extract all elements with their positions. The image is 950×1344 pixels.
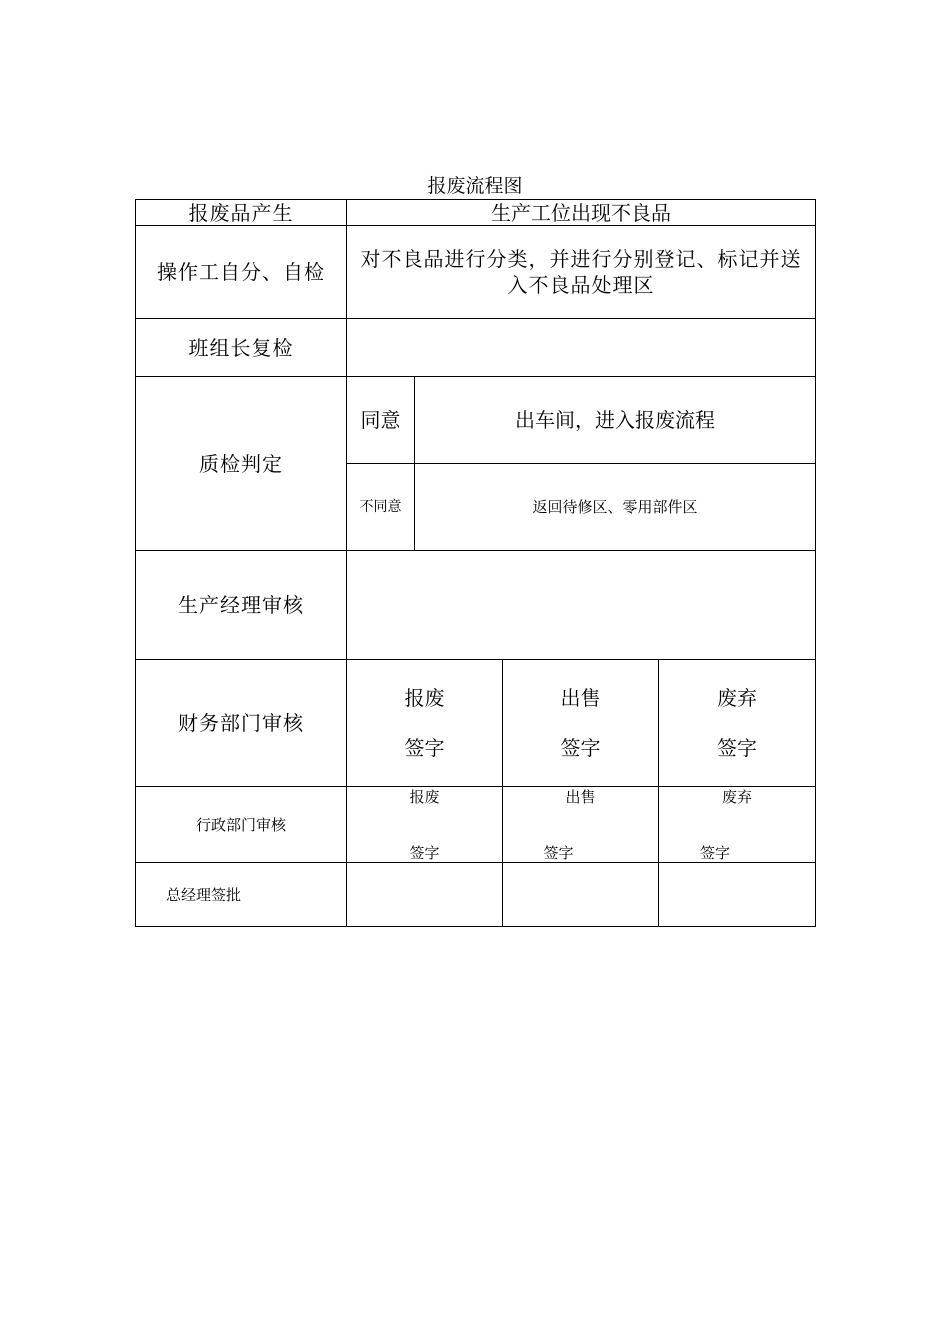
label-admin: 行政部门审核 [136, 787, 347, 863]
content-qc-disagree: 返回待修区、零用部件区 [415, 464, 816, 551]
label-production-manager: 生产经理审核 [136, 551, 347, 660]
row-team-leader [136, 319, 816, 377]
row-gm [136, 863, 816, 927]
document-title: 报废流程图 [427, 175, 523, 197]
finance-option-sign: 签字 [404, 736, 445, 760]
label-self-check: 操作工自分、自检 [136, 226, 347, 319]
admin-option-sign: 签字 [409, 843, 440, 862]
content-qc-agree: 出车间，进入报废流程 [415, 377, 816, 464]
label-team-leader: 班组长复检 [136, 319, 347, 377]
row-finance [136, 660, 816, 787]
label-gm: 总经理签批 [136, 863, 347, 927]
content-self-check: 对不良品进行分类，并进行分别登记、标记并送入不良品处理区 [347, 226, 816, 319]
row-qc-agree [136, 377, 816, 464]
admin-option-scrap [347, 787, 503, 863]
finance-option-name: 报废 [404, 686, 445, 710]
scrap-flow-table [135, 199, 816, 927]
row-admin [136, 787, 816, 863]
row-production-manager [136, 551, 816, 660]
admin-option-sell [503, 787, 659, 863]
finance-option-discard [659, 660, 816, 787]
finance-option-name: 出售 [560, 686, 601, 710]
gm-signature-cell-3[interactable] [659, 863, 816, 927]
finance-option-name: 废弃 [717, 686, 757, 710]
label-qc-disagree: 不同意 [347, 464, 415, 551]
admin-option-name: 报废 [409, 787, 440, 806]
row-generation [136, 200, 816, 226]
content-team-leader [347, 319, 816, 377]
gm-signature-cell-2[interactable] [503, 863, 659, 927]
finance-option-scrap [347, 660, 503, 787]
finance-option-sell [503, 660, 659, 787]
label-generation: 报废品产生 [136, 200, 347, 226]
row-self-check [136, 226, 816, 319]
admin-option-sign: 签字 [543, 843, 574, 862]
content-production-manager [347, 551, 816, 660]
admin-option-discard [659, 787, 816, 863]
finance-option-sign: 签字 [717, 736, 757, 760]
admin-option-sign: 签字 [699, 843, 730, 862]
gm-signature-cell-1[interactable] [347, 863, 503, 927]
label-finance: 财务部门审核 [136, 660, 347, 787]
admin-option-name: 废弃 [721, 787, 752, 806]
admin-option-name: 出售 [565, 787, 596, 806]
label-qc-agree: 同意 [347, 377, 415, 464]
finance-option-sign: 签字 [560, 736, 601, 760]
label-qc: 质检判定 [136, 377, 347, 551]
content-generation: 生产工位出现不良品 [347, 200, 816, 226]
